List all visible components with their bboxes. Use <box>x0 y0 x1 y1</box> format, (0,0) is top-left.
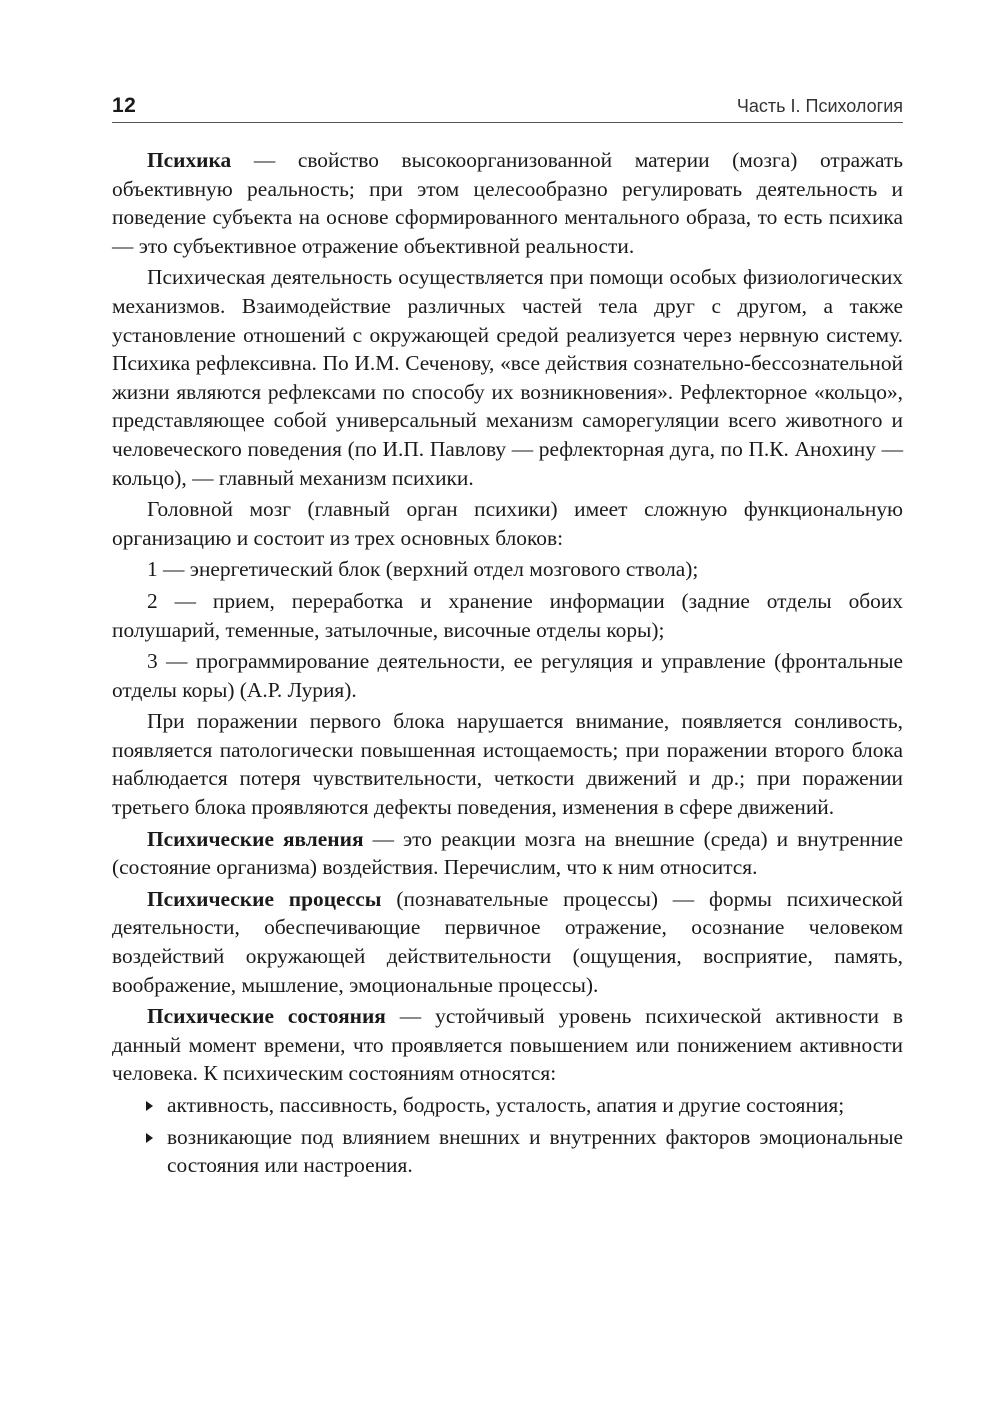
block-3 <box>112 647 903 704</box>
paragraph-states <box>112 1002 903 1088</box>
paragraph-text: При поражении первого блока нарушается внимание, появляется сонливость, появляется патологически повышенная истощаемость; при поражении второго блока наблюдается потеря чувствительности, четкости движений и др.; при поражении третьего блока проявляются дефекты поведения, изменения в сфере движений. <box>112 709 903 820</box>
page-number: 12 <box>112 94 137 117</box>
paragraph-processes <box>112 885 903 999</box>
paragraph-phenomena <box>112 825 903 882</box>
states-list <box>112 1091 903 1180</box>
list-item <box>167 1123 903 1180</box>
paragraph-psyche <box>112 146 903 260</box>
paragraph-lesions <box>112 707 903 821</box>
list-item-text: возникающие под влиянием внешних и внутренних факторов эмоциональные состояния или настроения. <box>167 1124 903 1178</box>
block-2 <box>112 587 903 644</box>
block-1 <box>112 555 903 584</box>
list-item <box>167 1091 903 1120</box>
paragraph-text: — свойство высокоорганизованной материи (мозга) отражать объективную реальность; при этом целесообразно регулировать деятельность и поведение субъекта на основе сформированного ментального образа, то есть психика — это субъективное отражение объективной реальности. <box>112 148 903 258</box>
page-body <box>112 146 903 1183</box>
bullet-triangle-icon <box>146 1133 153 1143</box>
term-psyche: Психика <box>147 148 232 172</box>
term-states: Психические состояния <box>147 1004 386 1029</box>
paragraph-text: 1 — энергетический блок (верхний отдел мозгового ствола); <box>147 557 699 582</box>
bullet-triangle-icon <box>146 1101 153 1111</box>
paragraph-text: (познавательные процессы) — формы психической деятельности, обеспечивающие первичное отражение, осознание человеком воздействий окружающей действительности (ощущения, восприятие, память, воображение, мышление, эмоциональные процессы). <box>112 886 903 997</box>
paragraph-text: Психическая деятельность осуществляется при помощи особых физиологических механизмов. Взаимодействие различных частей тела друг с другом, а также установление отношений с окружающей средой реализуется через нервную систему. Психика рефлексивна. По И.М. Сеченову, «все действия сознательно-бессознательной жизни являются рефлексами по способу их возникновения». Рефлекторное «кольцо», представляющее собой универсальный механизм саморегуляции всего животного и человеческого поведения (по И.П. Павлову — рефлекторная дуга, по П.К. Анохину — кольцо), — главный механизм психики. <box>112 265 903 490</box>
running-title: Часть I. Психология <box>736 96 903 116</box>
running-header <box>112 92 903 123</box>
paragraph-brain <box>112 495 903 552</box>
paragraph-mental-activity <box>112 263 903 492</box>
paragraph-text: 2 — прием, переработка и хранение информации (задние отделы обоих полушарий, теменные, затылочные, височные отделы коры); <box>112 588 903 642</box>
term-phenomena: Психические явления <box>147 826 364 851</box>
paragraph-text: Головной мозг (главный орган психики) имеет сложную функциональную организацию и состоит из трех основных блоков: <box>112 497 903 550</box>
paragraph-text: — это реакции мозга на внешние (среда) и внутренние (состояние организма) воздействия. Перечислим, что к ним относится. <box>112 826 903 880</box>
list-item-text: активность, пассивность, бодрость, усталость, апатия и другие состояния; <box>167 1093 845 1117</box>
paragraph-text: 3 — программирование деятельности, ее регуляция и управление (фронтальные отделы коры) (А.Р. Лурия). <box>112 649 903 702</box>
term-processes: Психические процессы <box>147 886 382 911</box>
paragraph-text: — устойчивый уровень психической активности в данный момент времени, что проявляется повышением или понижением активности человека. К психическим состояниям относятся: <box>112 1004 903 1086</box>
